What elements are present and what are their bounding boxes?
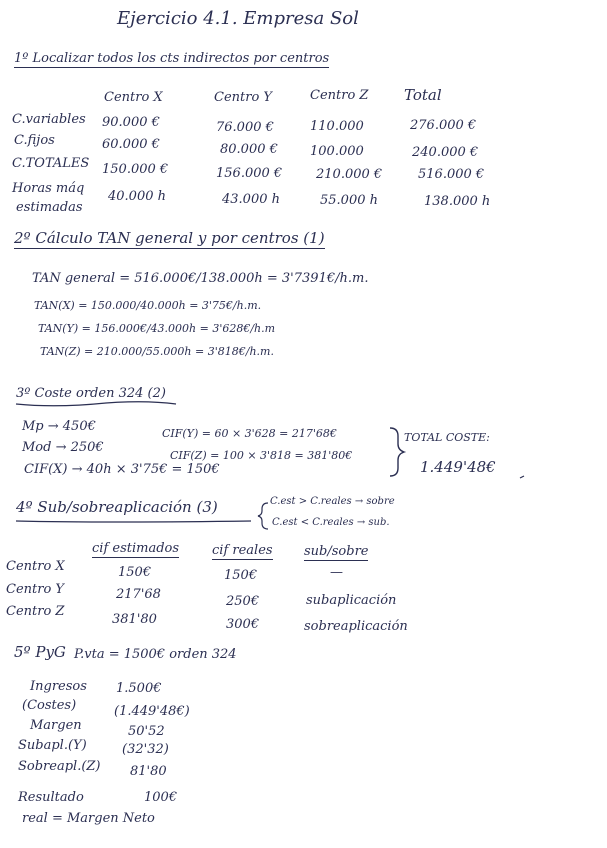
pyg-value: (32'32)	[122, 742, 169, 757]
note-sub: C.est < C.reales → sub.	[272, 517, 390, 528]
pyg-label: Sobreapl.(Z)	[18, 759, 101, 774]
tan-general-line: TAN general = 516.000€/138.000h = 3'7391€/h.m.	[32, 271, 369, 286]
column-header: Centro Z	[310, 88, 369, 103]
pyg-value: 81'80	[130, 764, 167, 779]
pyg-footer: real = Margen Neto	[22, 811, 155, 826]
row-label: C.TOTALES	[12, 156, 90, 171]
column-header: Centro X	[104, 90, 163, 105]
row-label: Horas máq	[12, 181, 85, 196]
pyg-label: (Costes)	[22, 698, 77, 713]
pyg-label: Ingresos	[30, 679, 87, 694]
section-3-heading: 3º Coste orden 324 (2)	[16, 386, 166, 401]
cell: 250€	[226, 594, 260, 609]
total-mark	[520, 476, 524, 478]
pyg-label: Subapl.(Y)	[18, 738, 87, 753]
row-label: Centro Z	[6, 604, 65, 619]
tan-x-line: TAN(X) = 150.000/40.000h = 3'75€/h.m.	[34, 299, 262, 312]
cell: 150€	[224, 568, 258, 583]
mod-line: Mod → 250€	[22, 440, 104, 455]
pyg-value: (1.449'48€)	[114, 704, 190, 719]
cell: 110.000	[310, 119, 364, 134]
cell: 276.000 €	[410, 118, 477, 133]
cell: 217'68	[116, 587, 161, 602]
row-label: C.variables	[12, 112, 86, 127]
page-title: Ejercicio 4.1. Empresa Sol	[117, 8, 359, 29]
tan-z-line: TAN(Z) = 210.000/55.000h = 3'818€/h.m.	[40, 345, 274, 358]
column-header: cif reales	[212, 543, 273, 558]
cif-z-line: CIF(Z) = 100 × 3'818 = 381'80€	[170, 449, 353, 462]
cell: 60.000 €	[102, 137, 160, 152]
pyg-value: 1.500€	[116, 681, 162, 696]
pyg-label: Resultado	[18, 790, 84, 805]
cell: 300€	[226, 617, 260, 632]
cell: 55.000 h	[320, 193, 378, 208]
cif-y-line: CIF(Y) = 60 × 3'628 = 217'68€	[162, 427, 337, 440]
column-header: Centro Y	[214, 90, 272, 105]
column-header: cif estimados	[92, 541, 180, 556]
section-5-subheading: P.vta = 1500€ orden 324	[74, 647, 237, 662]
row-label: Centro X	[6, 559, 65, 574]
cell: 40.000 h	[108, 189, 166, 204]
cell: 43.000 h	[222, 192, 280, 207]
mp-line: Mp → 450€	[22, 419, 96, 434]
total-cost-label: TOTAL COSTE:	[404, 431, 490, 444]
tan-y-line: TAN(Y) = 156.000€/43.000h = 3'628€/h.m	[38, 322, 276, 335]
brace-total	[390, 428, 404, 476]
total-cost-value: 1.449'48€	[420, 458, 496, 476]
cell: 150€	[118, 565, 152, 580]
section-4-heading: 4º Sub/sobreaplicación (3)	[16, 498, 218, 516]
cell: 138.000 h	[424, 194, 491, 209]
section-1-heading: 1º Localizar todos los cts indirectos por centros	[14, 51, 330, 66]
cell: 240.000 €	[412, 145, 479, 160]
cell: 210.000 €	[316, 167, 383, 182]
brace-notes	[258, 503, 268, 529]
pyg-value: 50'52	[128, 724, 165, 739]
cif-x-line: CIF(X) → 40h × 3'75€ = 150€	[24, 462, 220, 477]
note-sobre: C.est > C.reales → sobre	[270, 496, 395, 507]
pyg-value: 100€	[144, 790, 178, 805]
cell: 516.000 €	[418, 167, 485, 182]
column-header: sub/sobre	[304, 544, 369, 559]
section-5-heading: 5º PyG	[14, 643, 66, 661]
underline-s4	[16, 521, 251, 522]
row-label: C.fijos	[14, 133, 55, 148]
cell: sobreaplicación	[304, 619, 408, 634]
cell: 80.000 €	[220, 142, 278, 157]
section-2-heading: 2º Cálculo TAN general y por centros (1)	[14, 229, 325, 247]
cell: 90.000 €	[102, 115, 160, 130]
row-label-line2: estimadas	[16, 200, 83, 215]
pyg-label: Margen	[30, 718, 82, 733]
column-header: Total	[404, 86, 442, 104]
cell: subaplicación	[306, 593, 397, 608]
cell: 100.000	[310, 144, 364, 159]
cell: 150.000 €	[102, 162, 169, 177]
underline-s3	[16, 402, 176, 406]
cell: 76.000 €	[216, 120, 274, 135]
cell: 381'80	[112, 612, 157, 627]
cell: 156.000 €	[216, 166, 283, 181]
cell: —	[330, 565, 343, 580]
row-label: Centro Y	[6, 582, 64, 597]
